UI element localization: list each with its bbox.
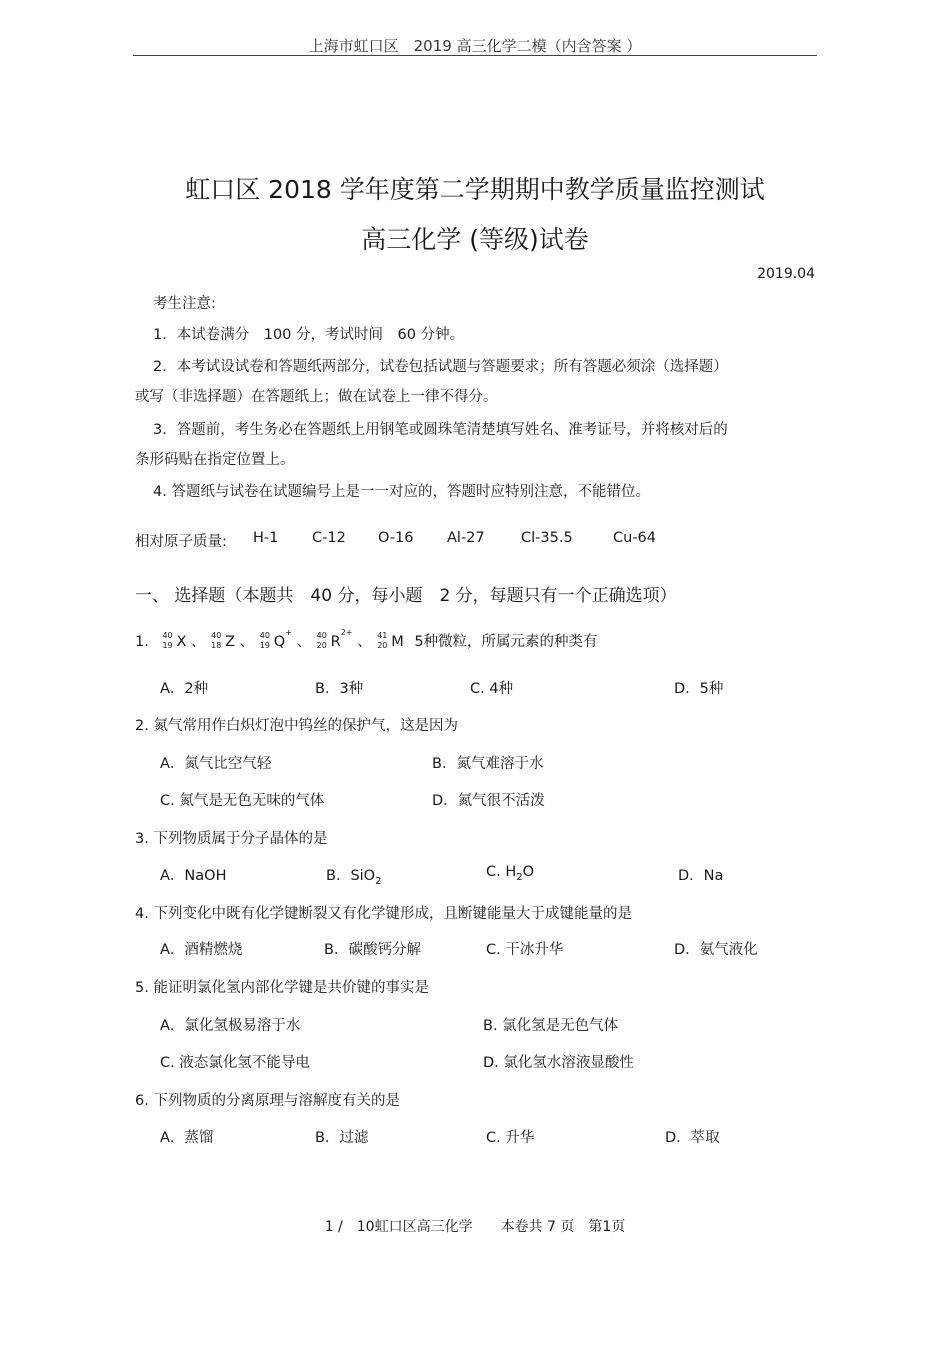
question-1-stem: 1. 40 19 X 、 40 18 Z 、 40 19 Q+ 、 40 20 $R^{2+}$ 、 41 20 M 5种微粒，所属元素的种类有 (135, 628, 598, 650)
section-1-title: 一、 选择题（本题共 40 分，每小题 2 分，每题只有一个正确选项） (135, 586, 677, 606)
question-4-stem: 4. 下列变化中既有化学键断裂又有化学键形成，且断键能量大于成键能量的是 (135, 906, 632, 922)
question-3-stem: 3. 下列物质属于分子晶体的是 (135, 831, 328, 847)
question-5-option-d: D. 氯化氢水溶液显酸性 (483, 1055, 634, 1071)
question-2-option-d: D．氮气很不活泼 (432, 793, 545, 809)
question-5-option-a: A．氯化氢极易溶于水 (160, 1018, 301, 1034)
nuclide-m: 41 20 M (377, 631, 404, 650)
question-2-option-b: B．氮气难溶于水 (432, 756, 544, 772)
note-1: 1．本试卷满分 100 分，考试时间 60 分钟。 (153, 327, 465, 343)
note-3-line1: 3．答题前，考生务必在答题纸上用钢笔或圆珠笔清楚填写姓名、准考证号，并将核对后的 (153, 422, 728, 438)
note-4: 4. 答题纸与试卷在试题编号上是一一对应的，答题时应特别注意，不能错位。 (153, 484, 650, 500)
question-2-option-a: A．氮气比空气轻 (160, 756, 272, 772)
question-4-option-b: B．碳酸钙分解 (324, 942, 421, 958)
nuclide-z: 40 18 Z (211, 631, 236, 650)
note-2-line2: 或写（非选择题）在答题纸上；做在试卷上一律不得分。 (135, 389, 498, 405)
exam-subtitle: 高三化学 (等级)试卷 (361, 225, 589, 254)
question-6-stem: 6. 下列物质的分离原理与溶解度有关的是 (135, 1093, 400, 1109)
question-3-option-a: A．NaOH (160, 868, 227, 884)
note-3-line2: 条形码贴在指定位置上。 (135, 452, 295, 468)
atomic-mass-al: Al-27 (447, 530, 485, 546)
question-5-option-c: C. 液态氯化氢不能导电 (160, 1055, 310, 1071)
atomic-mass-c: C-12 (312, 530, 346, 546)
atomic-mass-cu: Cu-64 (613, 530, 656, 546)
question-6-option-d: D．萃取 (665, 1130, 720, 1146)
question-5-stem: 5. 能证明氯化氢内部化学键是共价键的事实是 (135, 980, 429, 996)
nuclide-x: 40 19 X (162, 631, 187, 650)
atomic-mass-o: O-16 (378, 530, 414, 546)
question-5-option-b: B. 氯化氢是无色气体 (483, 1018, 619, 1034)
question-2-option-c: C. 氮气是无色无味的气体 (160, 793, 325, 809)
question-3-option-d: D．Na (678, 868, 724, 884)
atomic-mass-label: 相对原子质量: (135, 534, 227, 550)
notes-heading: 考生注意: (153, 296, 216, 312)
question-6-option-a: A．蒸馏 (160, 1130, 214, 1146)
question-1-option-a: A．2种 (160, 681, 209, 697)
exam-title: 虹口区 2018 学年度第二学期期中教学质量监控测试 (185, 175, 765, 204)
atomic-mass-cl: Cl-35.5 (521, 530, 573, 546)
question-3-option-b: B．SiO$_2$ (326, 868, 382, 887)
question-3-option-c: C. $H_2O$ (486, 864, 535, 883)
exam-date: 2019.04 (757, 266, 815, 282)
nuclide-q: 40 19 Q+ (259, 628, 292, 650)
question-4-option-d: D．氨气液化 (674, 942, 758, 958)
question-6-option-b: B．过滤 (315, 1130, 369, 1146)
atomic-mass-h: H-1 (253, 530, 279, 546)
nuclide-r: 40 20 $R^{2+}$ (316, 628, 353, 650)
question-4-option-a: A．酒精燃烧 (160, 942, 243, 958)
header-divider (133, 55, 817, 56)
question-1-option-d: D．5种 (674, 681, 724, 697)
running-header: 上海市虹口区 2019 高三化学二模（内含答案 ） (308, 37, 642, 55)
question-1-option-b: B．3种 (315, 681, 364, 697)
question-2-stem: 2. 氮气常用作白炽灯泡中钨丝的保护气，这是因为 (135, 718, 458, 734)
question-1-option-c: C. 4种 (470, 681, 514, 697)
question-6-option-c: C. 升华 (486, 1130, 535, 1146)
note-2-line1: 2．本考试设试卷和答题纸两部分，试卷包括试题与答题要求；所有答题必须涂（选择题） (153, 359, 728, 375)
question-4-option-c: C. 干冰升华 (486, 942, 564, 958)
page-footer: 1 / 10虹口区高三化学 本卷共 7 页 第1页 (324, 1219, 626, 1235)
